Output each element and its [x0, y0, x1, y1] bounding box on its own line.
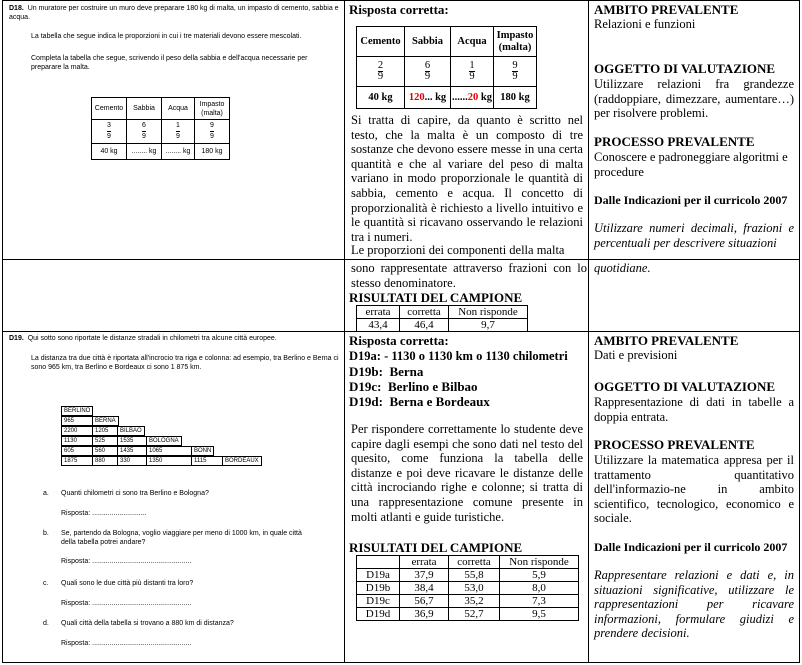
distance-row-2 [61, 416, 119, 426]
item-a-answer[interactable]: Risposta: ............................ [61, 510, 147, 517]
dist-cell: 605 [62, 447, 93, 456]
d19-ambito: Dati e previsioni [594, 348, 678, 362]
d19-results-title: RISULTATI DEL CAMPIONE [349, 540, 523, 555]
d18-para2: Completa la tabella che segue, scrivendo il peso della sabbia e dell'acqua necessarie per preparare la malta. [31, 55, 308, 71]
dist-cell: 560 [93, 447, 118, 456]
table-row [357, 582, 579, 595]
d19a-answer: D19a: - 1130 o 1130 km o 1130 chilometri [349, 349, 568, 363]
d18-explanation3: sono rappresentate attraverso frazioni con lo stesso denominatore. [351, 261, 587, 290]
dist-cell: 1350 [147, 457, 192, 466]
d18-explanation: Si tratta di capire, da quanto è scritto nel testo, che la malta è un composto di tre sostanze che devono essere messe in una certa quantità e che al variare del peso di malta variano in modo proporzionale le quantità di sabbia, cemento e acqua. Il concetto di proporzionalità è richiesto a livello intuitivo e le quantità si ricavano osservando le relazioni tra i numeri. [351, 113, 583, 244]
d19-oggetto-title: OGGETTO DI VALUTAZIONE [594, 379, 776, 394]
d18-ambito: Relazioni e funzioni [594, 17, 696, 31]
acell-sabbia: 120... kg [405, 87, 451, 109]
frac-sabbia: $\frac{6}{9}$ [142, 122, 146, 140]
ath-sabbia: Sabbia [405, 27, 451, 57]
res19-cell: 8,0 [500, 582, 579, 595]
distance-row-4 [61, 436, 182, 446]
res19-h [357, 556, 400, 569]
d18-processo-title: PROCESSO PREVALENTE [594, 134, 755, 149]
city-bilbao: BILBAO [118, 427, 145, 436]
d18-oggetto-title: OGGETTO DI VALUTAZIONE [594, 61, 776, 76]
d18-oggetto: Utilizzare relazioni fra grandezze (raddoppiare, dimezzare, aumentare…) per risolvere problemi. [594, 77, 794, 121]
res-errata: 43,4 [357, 319, 400, 332]
res19-cell: 36,9 [400, 608, 449, 621]
dist-cell: 1115 [192, 457, 223, 466]
res19-cell: 55,8 [449, 569, 500, 582]
item-b-answer[interactable]: Risposta: ................................................... [61, 558, 192, 565]
dist-cell: 880 [93, 457, 118, 466]
d19-para: La distanza tra due città è riportata all'incrocio tra riga e colonna: ad esempio, tra Berlino e Berna ci sono 965 km, tra Berlino e Bordeaux ci sono 1 875 km. [31, 355, 339, 371]
item-b-letter: b. [43, 530, 49, 537]
d19-question-cell [2, 331, 345, 663]
d18-answer-title: Risposta corretta: [349, 2, 449, 17]
dist-cell: 1065 [147, 447, 192, 456]
item-c-answer[interactable]: Risposta: ................................................... [61, 600, 192, 607]
res-h-corretta: corretta [400, 306, 449, 319]
res19-h-nr: Non risponde [500, 556, 579, 569]
city-bologna: BOLOGNA [147, 437, 182, 446]
d19-explanation: Per rispondere correttamente lo studente deve capire dagli esempi che sono dati nel testo del quesito, come funziona la tabella delle distanze e poi deve ricavare le distanze delle città incrociando righe e colonne; si tratta di una rappresentazione comune presente in molti atlanti e guide turistiche. [351, 422, 583, 524]
res19-cell: D19c [357, 595, 400, 608]
item-b-text: Se, partendo da Bologna, voglio viaggiare per meno di 1000 km, in quale città della tabella potrei andare? [61, 530, 302, 546]
dist-cell: 965 [62, 417, 93, 426]
d19-results-table [356, 555, 579, 621]
th-acqua: Acqua [162, 98, 195, 120]
d19-processo-title: PROCESSO PREVALENTE [594, 437, 755, 452]
d18-number: D18. [9, 5, 24, 12]
acell-40kg: 40 kg [357, 87, 405, 109]
dist-cell: 2200 [62, 427, 93, 436]
table-row [357, 569, 579, 582]
d18-answer-cell [344, 0, 589, 260]
ath-impasto: Impasto (malta) [494, 27, 537, 57]
d19-oggetto: Rappresentazione di dati in tabelle a doppia entrata. [594, 395, 794, 424]
d19-ambito-title: AMBITO PREVALENTE [594, 333, 739, 348]
dist-cell: 525 [93, 437, 118, 446]
d19-indicazioni: Rappresentare relazioni e dati e, in situazioni significative, utilizzare le rappresentazioni per ricavare informazioni, formulare giudizi e prendere decisioni. [594, 568, 794, 641]
ath-acqua: Acqua [451, 27, 494, 57]
d19-answer-cell [344, 331, 589, 663]
distance-table [61, 406, 93, 416]
res19-cell: 35,2 [449, 595, 500, 608]
res19-cell: 53,0 [449, 582, 500, 595]
frac-acqua: $\frac{1}{9}$ [176, 122, 180, 140]
item-a-text: Quanti chilometri ci sono tra Berlino e Bologna? [61, 490, 209, 497]
d18-intro: Un muratore per costruire un muro deve preparare 180 kg di malta, un impasto di cemento, sabbia e acqua. [9, 5, 339, 21]
th-impasto: Impasto (malta) [195, 98, 230, 120]
th-sabbia: Sabbia [127, 98, 162, 120]
res-nr: 9,7 [449, 319, 528, 332]
res19-h-errata: errata [400, 556, 449, 569]
city-bonn: BONN [192, 447, 214, 456]
dist-cell: 1435 [118, 447, 147, 456]
d18-proportion-table [91, 97, 230, 160]
d19-info-cell [588, 331, 800, 663]
d18-results-table [356, 305, 528, 332]
dist-cell: 330 [118, 457, 147, 466]
city-bordeaux: BORDEAUX [223, 457, 262, 466]
dist-cell: 1130 [62, 437, 93, 446]
d18-indicazioni: Utilizzare numeri decimali, frazioni e percentuali per descrivere situazioni [594, 221, 794, 250]
d19c-answer: D19c: Berlino e Bilbao [349, 379, 478, 394]
city-berlino: BERLINO [62, 407, 93, 416]
res19-h-corretta: corretta [449, 556, 500, 569]
blank-sabbia[interactable]: ........ kg [127, 144, 162, 160]
d19d-answer: D19d: Berna e Bordeaux [349, 394, 490, 409]
d19-indicazioni-title: Dalle Indicazioni per il curricolo 2007 [594, 540, 788, 554]
table-row [357, 608, 579, 621]
distance-row-6 [61, 456, 262, 466]
d19-intro: Qui sotto sono riportate le distanze stradali in chilometri tra alcune città europee. [27, 335, 277, 342]
cell-40kg: 40 kg [92, 144, 127, 160]
item-c-letter: c. [43, 580, 49, 587]
dist-cell: 1205 [93, 427, 118, 436]
ath-cemento: Cemento [357, 27, 405, 57]
d19-answer-title: Risposta corretta: [349, 333, 449, 348]
d19-question-text [9, 334, 339, 343]
res19-cell: D19a [357, 569, 400, 582]
d18-info-cell [588, 0, 800, 260]
acell-180kg: 180 kg [494, 87, 537, 109]
d18-indicazioni-title: Dalle Indicazioni per il curricolo 2007 [594, 193, 788, 207]
item-d-answer[interactable]: Risposta: ................................................... [61, 640, 192, 647]
res-h-errata: errata [357, 306, 400, 319]
cell-180kg: 180 kg [195, 144, 230, 160]
distance-row-3 [61, 426, 145, 436]
res19-cell: 38,4 [400, 582, 449, 595]
d18-para1: La tabella che segue indica le proporzioni in cui i tre materiali devono essere mescolati. [31, 33, 302, 40]
res19-cell: 56,7 [400, 595, 449, 608]
d18-ambito-title: AMBITO PREVALENTE [594, 2, 739, 17]
d18-processo: Conoscere e padroneggiare algoritmi e procedure [594, 150, 788, 179]
res19-cell: 5,9 [500, 569, 579, 582]
blank-acqua[interactable]: ........ kg [162, 144, 195, 160]
d18-answer-table: Cemento Sabbia Acqua Impasto (malta) $\frac{2}{9}$ $\frac{6}{9}$ $\frac{1}{9}$ $\frac{9}{9}$ 40 kg 120... kg ......20 kg 180 kg [356, 26, 537, 109]
d18-question-cell [2, 0, 345, 260]
frac-impasto: $\frac{9}{9}$ [210, 122, 214, 140]
dist-cell: 1535 [118, 437, 147, 446]
item-c-text: Quali sono le due città più distanti tra loro? [61, 580, 194, 587]
res19-cell: 37,9 [400, 569, 449, 582]
d18-cont-middle [344, 259, 589, 332]
d18-cont-right [588, 259, 800, 332]
distance-row-5 [61, 446, 214, 456]
d18-indicazioni2: quotidiane. [594, 261, 651, 275]
d18-cont-left [2, 259, 345, 332]
res-corretta: 46,4 [400, 319, 449, 332]
city-berna: BERNA [93, 417, 119, 426]
d19-processo: Utilizzare la matematica appresa per il trattamento quantitativo dell'informazio-ne in ambito scientifico, tecnologico, economico e sociale. [594, 453, 794, 526]
res19-cell: 52,7 [449, 608, 500, 621]
table-row [357, 595, 579, 608]
res-h-nr: Non risponde [449, 306, 528, 319]
d18-question-text [9, 4, 339, 22]
d18-results-title: RISULTATI DEL CAMPIONE [349, 290, 523, 305]
frac-cemento: $\frac{3}{9}$ [107, 122, 111, 140]
res19-cell: D19d [357, 608, 400, 621]
d19b-answer: D19b: Berna [349, 364, 424, 379]
res19-cell: 9,5 [500, 608, 579, 621]
res19-cell: D19b [357, 582, 400, 595]
acell-acqua: ......20 kg [451, 87, 494, 109]
item-d-text: Quali città della tabella si trovano a 880 km di distanza? [61, 620, 234, 627]
th-cemento: Cemento [92, 98, 127, 120]
item-d-letter: d. [43, 620, 49, 627]
d19-number: D19. [9, 335, 24, 342]
res19-cell: 7,3 [500, 595, 579, 608]
dist-cell: 1875 [62, 457, 93, 466]
d18-explanation2: Le proporzioni dei componenti della malta [351, 243, 565, 257]
item-a-letter: a. [43, 490, 49, 497]
